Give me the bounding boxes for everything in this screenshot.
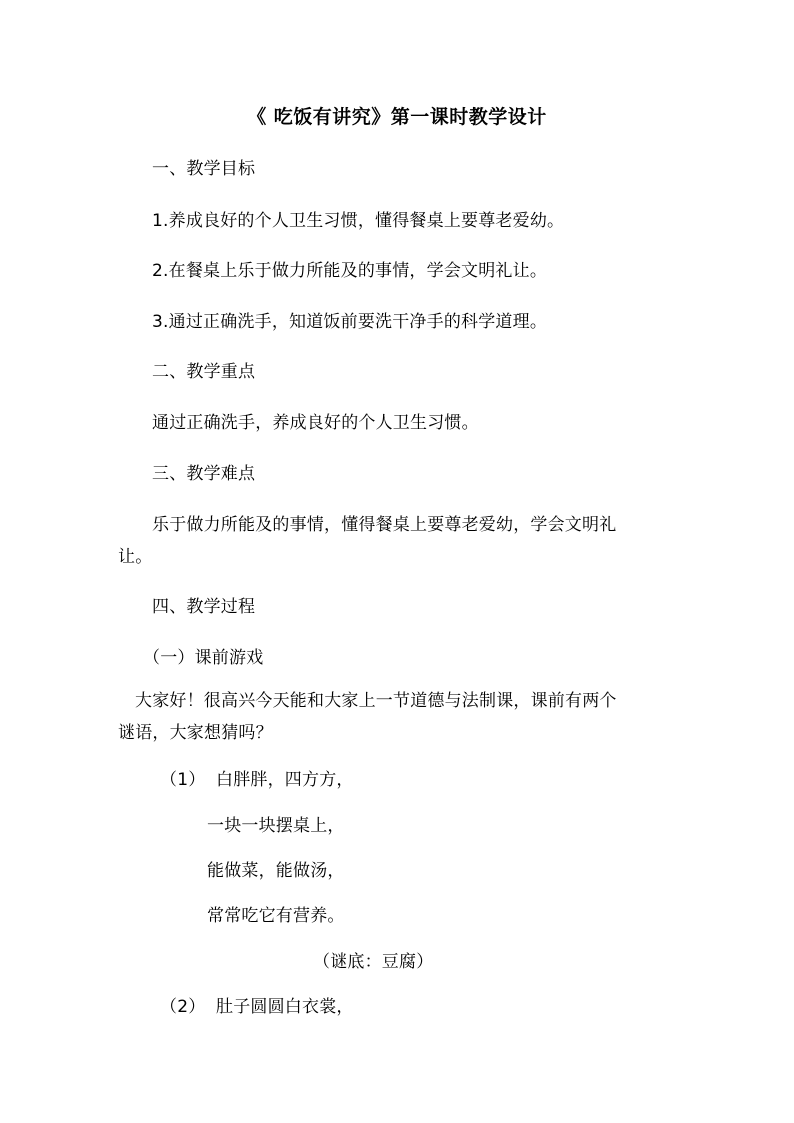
riddle-2-label: （2） <box>160 997 206 1017</box>
difficulties-text-line-1: 乐于做力所能及的事情，懂得餐桌上要尊老爱幼，学会文明礼 <box>152 515 617 535</box>
subsection-pre-class-game: （一）课前游戏 <box>143 648 264 668</box>
riddle-1-line-2: 一块一块摆桌上， <box>207 816 345 836</box>
document-title: 《 吃饭有讲究》第一课时教学设计 <box>247 106 547 128</box>
objective-item-2: 2.在餐桌上乐于做力所能及的事情，学会文明礼让。 <box>152 261 548 281</box>
objective-item-1: 1.养成良好的个人卫生习惯，懂得餐桌上要尊老爱幼。 <box>152 211 565 231</box>
riddle-2-line-1: 肚子圆圆白衣裳， <box>216 997 354 1017</box>
section-heading-process: 四、教学过程 <box>152 597 256 617</box>
intro-text-line-1: 大家好！很高兴今天能和大家上一节道德与法制课，课前有两个 <box>135 691 617 711</box>
riddle-1-line-4: 常常吃它有营养。 <box>207 906 345 926</box>
section-heading-objectives: 一、教学目标 <box>152 159 256 179</box>
objective-item-3: 3.通过正确洗手，知道饭前要洗干净手的科学道理。 <box>152 312 548 332</box>
intro-text-line-2: 谜语，大家想猜吗？ <box>118 723 273 743</box>
difficulties-text-line-2: 让。 <box>118 547 153 567</box>
riddle-1-line-1: 白胖胖，四方方， <box>216 770 354 790</box>
section-heading-difficulties: 三、教学难点 <box>152 464 256 484</box>
key-points-text: 通过正确洗手，养成良好的个人卫生习惯。 <box>152 413 479 433</box>
riddle-1-line-3: 能做菜，能做汤， <box>207 861 345 881</box>
riddle-1-answer: （谜底：豆腐） <box>313 952 434 972</box>
riddle-1-label: （1） <box>160 770 206 790</box>
section-heading-key-points: 二、教学重点 <box>152 362 256 382</box>
